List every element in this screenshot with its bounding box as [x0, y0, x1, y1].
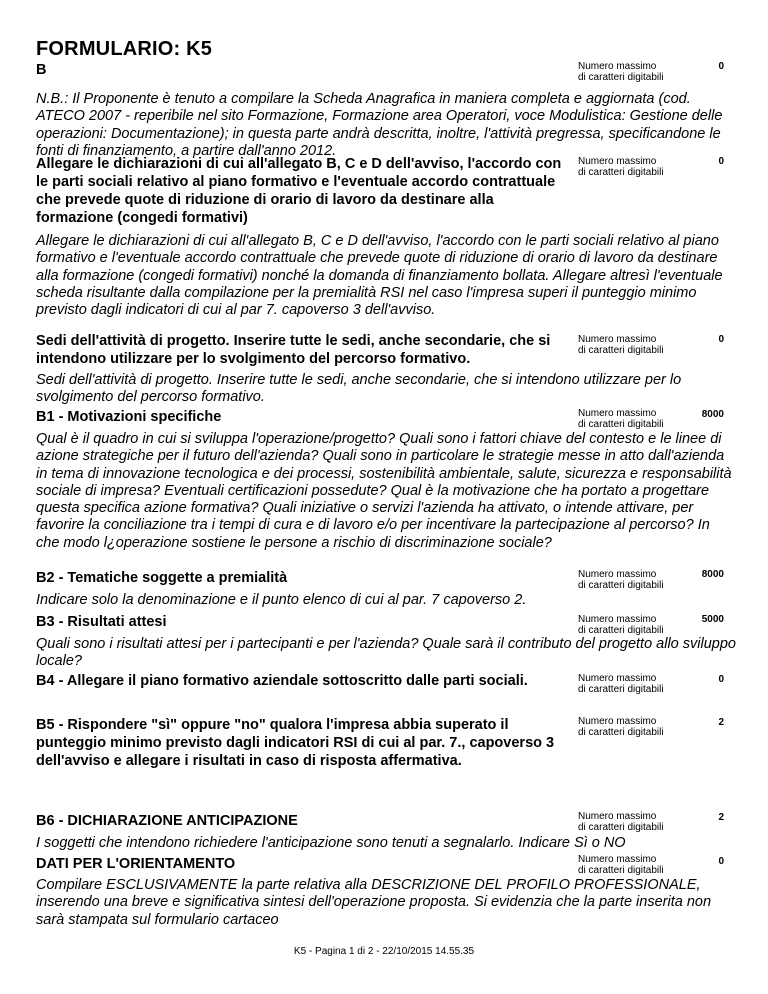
max-chars-value: 0 — [718, 61, 724, 72]
section-heading: B2 - Tematiche soggette a premialità — [36, 570, 288, 586]
section-description: Compilare ESCLUSIVAMENTE la parte relativa alla DESCRIZIONE DEL PROFILO PROFESSIONALE, inserendo una breve e significativa sintesi dell'operazione proposta. Si evidenzia che la parte inserita non sarà stampata sul formulario cartaceo — [36, 877, 712, 928]
max-chars-value: 2 — [718, 812, 724, 823]
max-chars-label: Numero massimo di caratteri digitabili — [578, 408, 664, 430]
max-chars-value: 8000 — [701, 569, 724, 580]
max-chars-label: Numero massimo di caratteri digitabili — [578, 569, 664, 591]
max-chars-label: Numero massimo di caratteri digitabili — [578, 614, 664, 636]
max-chars-label: Numero massimo di caratteri digitabili — [578, 156, 664, 178]
section-heading: B — [36, 62, 47, 78]
max-chars-label: Numero massimo di caratteri digitabili — [578, 854, 664, 876]
max-chars-value: 5000 — [701, 614, 724, 625]
section-heading: B4 - Allegare il piano formativo aziendale sottoscritto dalle parti sociali. — [36, 673, 528, 689]
max-chars-value: 0 — [718, 674, 724, 685]
section-description: N.B.: Il Proponente è tenuto a compilare la Scheda Anagrafica in maniera completa e aggiornata (cod. ATECO 2007 - reperibile nel sito Formazione, Formazione area Operatori, voce Modulistica: Gestione delle operazioni: Documentazione); in questa parte andrà descritta, inoltre, l'attività pregressa, specificandone le fonti di finanziamento, a partire dall'anno 2012. — [36, 91, 723, 159]
max-chars-value: 2 — [718, 717, 724, 728]
section-heading: B1 - Motivazioni specifiche — [36, 409, 222, 425]
page-title: FORMULARIO: K5 — [36, 38, 213, 60]
max-chars-label: Numero massimo di caratteri digitabili — [578, 334, 664, 356]
section-description: Allegare le dichiarazioni di cui all'allegato B, C e D dell'avviso, l'accordo con le parti sociali relativo al piano formativo e l'eventuale accordo contrattuale che prevede quote di riduzione di orario di lavoro da destinare alla formazione (congedi formativi) nonché la domanda di finanziamento bollata. Allegare altresì l'eventuale scheda risultante dalla compilazione per la premialità RSI nel caso l'impresa superi il punteggio minimo previsto dagli indicatori di cui al par 7. capoverso 3 dell'avviso. — [36, 233, 723, 319]
max-chars-label: Numero massimo di caratteri digitabili — [578, 811, 664, 833]
section-heading: DATI PER L'ORIENTAMENTO — [36, 856, 236, 872]
section-heading: B6 - DICHIARAZIONE ANTICIPAZIONE — [36, 813, 298, 829]
section-heading: B3 - Risultati attesi — [36, 614, 167, 630]
section-heading: Sedi dell'attività di progetto. Inserire tutte le sedi, anche secondarie, che si intendono utilizzare per lo svolgimento del percorso formativo. — [36, 333, 551, 367]
max-chars-label: Numero massimo di caratteri digitabili — [578, 716, 664, 738]
section-heading: Allegare le dichiarazioni di cui all'allegato B, C e D dell'avviso, l'accordo con le parti sociali relativo al piano formativo e l'eventuale accordo contrattuale che prevede quote di riduzione di orario di lavoro da destinare alla formazione (congedi formativi) — [36, 156, 562, 226]
section-heading: B5 - Rispondere "sì" oppure "no" qualora l'impresa abbia superato il punteggio minimo previsto dagli indicatori RSI di cui al par. 7., capoverso 3 dell'avviso e allegare i risultati in caso di risposta affermativa. — [36, 717, 555, 769]
section-description: I soggetti che intendono richiedere l'anticipazione sono tenuti a segnalarlo. Indicare Sì o NO — [36, 835, 626, 851]
section-description: Sedi dell'attività di progetto. Inserire tutte le sedi, anche secondarie, che si intendono utilizzare per lo svolgimento del percorso formativo. — [36, 372, 682, 406]
max-chars-value: 0 — [718, 856, 724, 867]
page-footer: K5 - Pagina 1 di 2 - 22/10/2015 14.55.35 — [293, 946, 475, 957]
max-chars-value: 0 — [718, 334, 724, 345]
section-description: Indicare solo la denominazione e il punto elenco di cui al par. 7 capoverso 2. — [36, 592, 527, 608]
max-chars-label: Numero massimo di caratteri digitabili — [578, 61, 664, 83]
max-chars-value: 8000 — [701, 409, 724, 420]
max-chars-label: Numero massimo di caratteri digitabili — [578, 673, 664, 695]
section-description: Quali sono i risultati attesi per i partecipanti e per l'azienda? Quale sarà il contributo del progetto allo sviluppo locale? — [36, 636, 736, 670]
section-description: Qual è il quadro in cui si sviluppa l'operazione/progetto? Quali sono i fattori chiave del contesto e le linee di azione strategiche per il futuro dell'azienda? Quali sono in particolare le strategie messe in atto dall'azienda in tema di innovazione tecnologica e dei processi, sostenibilità ambientale, salute, sicurezza e responsabilità sociale di impresa? Eventuali certificazioni possedute? Qual è la motivazione che ha portato a progettare questa specifica azione formativa? Quali iniziative o servizi l'azienda ha attivato, o intende attivare, per favorire la conciliazione tra i tempi di cura e di lavoro e/o per incentivare la partecipazione al percorso? In che modo l¿operazione sostiene le persone a rischio di discriminazione sociale? — [36, 431, 732, 551]
max-chars-value: 0 — [718, 156, 724, 167]
